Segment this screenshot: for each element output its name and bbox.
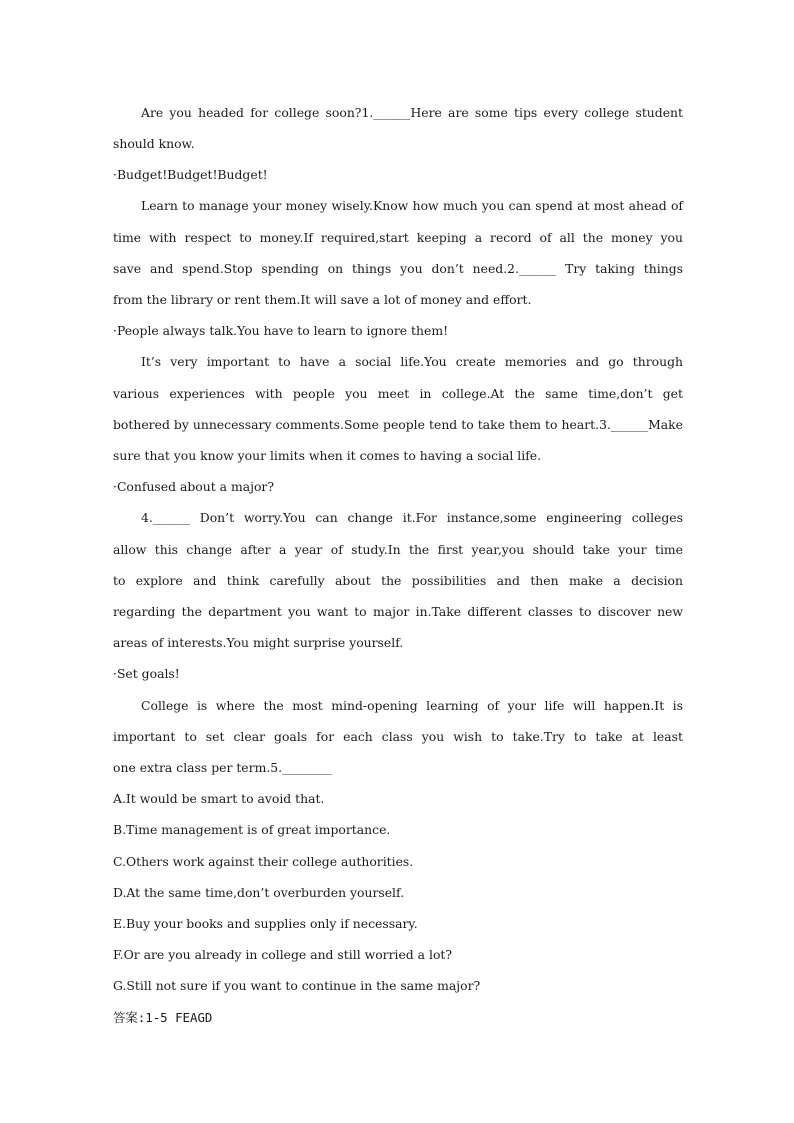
paragraph-line: from the library or rent them.It will save a lot of money and effort. bbox=[113, 292, 532, 307]
paragraph-line: time with respect to money.If required,start keeping a record of all the money you bbox=[113, 230, 683, 245]
option-a: A.It would be smart to avoid that. bbox=[113, 791, 325, 806]
option-d: D.At the same time,don’t overburden yourself. bbox=[113, 885, 405, 900]
section-heading-people-talk: ·People always talk.You have to learn to ignore them! bbox=[113, 323, 449, 338]
paragraph-line: one extra class per term.5.________ bbox=[113, 760, 332, 775]
paragraph-line: regarding the department you want to major in.Take different classes to discover new bbox=[113, 604, 683, 619]
option-b: B.Time management is of great importance. bbox=[113, 822, 391, 837]
section-heading-major: ·Confused about a major? bbox=[113, 479, 274, 494]
paragraph-line: College is where the most mind-opening learning of your life will happen.It is bbox=[141, 698, 683, 713]
paragraph-line: 4.______ Don’t worry.You can change it.For instance,some engineering colleges bbox=[141, 510, 683, 525]
section-heading-goals: ·Set goals! bbox=[113, 666, 180, 681]
section-heading-budget: ·Budget!Budget!Budget! bbox=[113, 167, 268, 182]
intro-line-2: should know. bbox=[113, 136, 195, 151]
paragraph-line: sure that you know your limits when it comes to having a social life. bbox=[113, 448, 542, 463]
option-f: F.Or are you already in college and still worried a lot? bbox=[113, 947, 453, 962]
paragraph-line: important to set clear goals for each class you wish to take.Try to take at least bbox=[113, 729, 683, 744]
paragraph-line: It’s very important to have a social life.You create memories and go through bbox=[141, 354, 683, 369]
option-c: C.Others work against their college authorities. bbox=[113, 854, 414, 869]
paragraph-line: save and spend.Stop spending on things you don’t need.2.______ Try taking things bbox=[113, 261, 683, 276]
paragraph-line: various experiences with people you meet in college.At the same time,don’t get bbox=[113, 386, 683, 401]
paragraph-line: allow this change after a year of study.In the first year,you should take your time bbox=[113, 542, 683, 557]
option-g: G.Still not sure if you want to continue in the same major? bbox=[113, 978, 481, 993]
paragraph-line: Learn to manage your money wisely.Know how much you can spend at most ahead of bbox=[141, 198, 683, 213]
paragraph-line: to explore and think carefully about the possibilities and then make a decision bbox=[113, 573, 683, 588]
paragraph-line: bothered by unnecessary comments.Some people tend to take them to heart.3.______Make bbox=[113, 417, 683, 432]
option-e: E.Buy your books and supplies only if necessary. bbox=[113, 916, 418, 931]
paragraph-line: areas of interests.You might surprise yourself. bbox=[113, 635, 404, 650]
answer-key: 答案:1-5 FEAGD bbox=[113, 1010, 213, 1025]
intro-line-1: Are you headed for college soon?1.______Here are some tips every college student bbox=[141, 105, 683, 120]
